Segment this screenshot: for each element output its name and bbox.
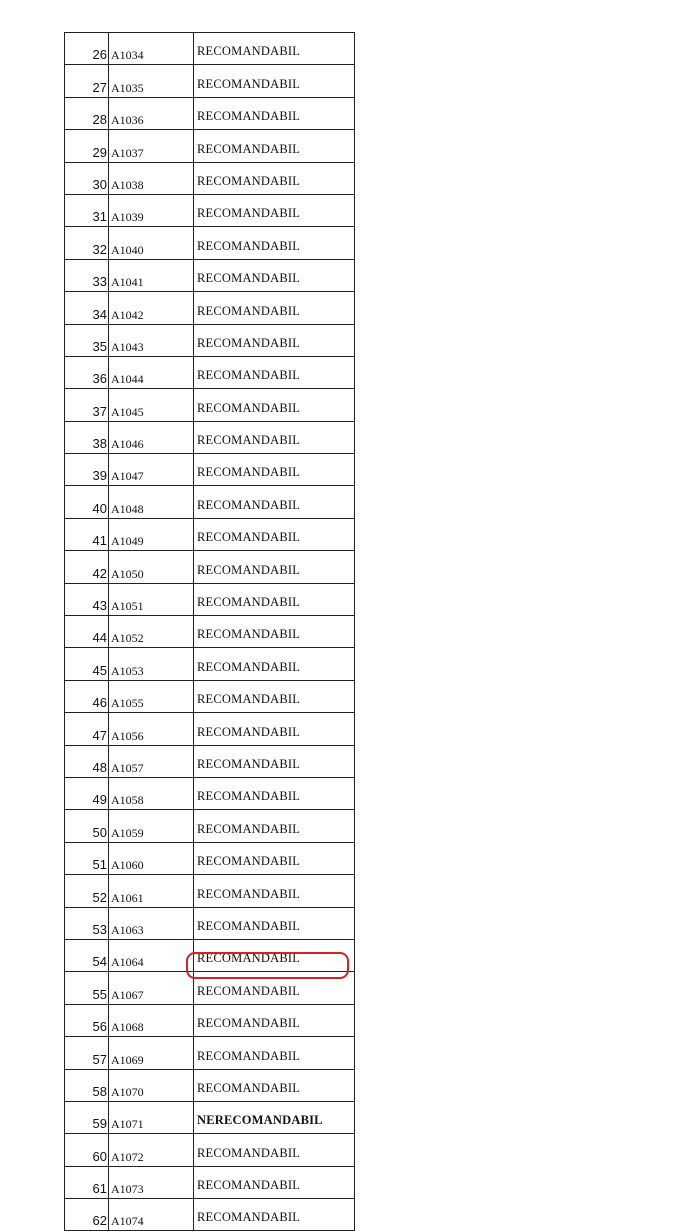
table-row (65, 1037, 355, 1069)
row-code-cell: A1071 (109, 1101, 194, 1133)
table-row (65, 583, 355, 615)
row-number-cell: 49 (65, 777, 109, 809)
table-row (65, 648, 355, 680)
row-code-cell: A1057 (109, 745, 194, 777)
row-number-cell: 53 (65, 907, 109, 939)
row-number-cell: 35 (65, 324, 109, 356)
row-code-cell: A1059 (109, 810, 194, 842)
row-code-cell: A1060 (109, 842, 194, 874)
table-row (65, 389, 355, 421)
row-status-cell: RECOMANDABIL (194, 907, 355, 939)
row-number-cell: 38 (65, 421, 109, 453)
row-status-cell: RECOMANDABIL (194, 777, 355, 809)
table-row (65, 454, 355, 486)
table-row (65, 745, 355, 777)
row-code-cell: A1051 (109, 583, 194, 615)
row-status-cell: RECOMANDABIL (194, 1069, 355, 1101)
row-code-cell: A1042 (109, 292, 194, 324)
row-code-cell: A1048 (109, 486, 194, 518)
row-status-cell: RECOMANDABIL (194, 875, 355, 907)
row-status-cell: RECOMANDABIL (194, 842, 355, 874)
table-row (65, 1134, 355, 1166)
row-code-cell: A1072 (109, 1134, 194, 1166)
row-number-cell: 57 (65, 1037, 109, 1069)
row-status-cell: RECOMANDABIL (194, 583, 355, 615)
row-number-cell: 39 (65, 454, 109, 486)
table-row (65, 518, 355, 550)
row-code-cell: A1041 (109, 259, 194, 291)
row-code-cell: A1068 (109, 1004, 194, 1036)
table-row (65, 1004, 355, 1036)
table-row (65, 421, 355, 453)
table-row (65, 292, 355, 324)
row-code-cell: A1073 (109, 1166, 194, 1198)
row-status-cell: RECOMANDABIL (194, 648, 355, 680)
row-status-cell: RECOMANDABIL (194, 421, 355, 453)
row-number-cell: 58 (65, 1069, 109, 1101)
row-status-cell: RECOMANDABIL (194, 65, 355, 97)
row-code-cell: A1069 (109, 1037, 194, 1069)
row-number-cell: 41 (65, 518, 109, 550)
row-status-cell: RECOMANDABIL (194, 810, 355, 842)
row-number-cell: 47 (65, 713, 109, 745)
row-code-cell: A1050 (109, 551, 194, 583)
row-status-cell: RECOMANDABIL (194, 616, 355, 648)
table-row (65, 616, 355, 648)
row-number-cell: 29 (65, 130, 109, 162)
row-code-cell: A1040 (109, 227, 194, 259)
table-row (65, 842, 355, 874)
row-number-cell: 50 (65, 810, 109, 842)
table-row (65, 130, 355, 162)
row-status-cell: RECOMANDABIL (194, 292, 355, 324)
table-row (65, 227, 355, 259)
table-row (65, 551, 355, 583)
row-status-cell: RECOMANDABIL (194, 130, 355, 162)
highlight-oval (186, 952, 349, 979)
results-table (64, 32, 355, 1231)
row-status-cell: RECOMANDABIL (194, 745, 355, 777)
table-row (65, 194, 355, 226)
row-number-cell: 44 (65, 616, 109, 648)
table-row (65, 356, 355, 388)
row-code-cell: A1036 (109, 97, 194, 129)
row-number-cell: 26 (65, 33, 109, 65)
row-code-cell: A1035 (109, 65, 194, 97)
row-number-cell: 45 (65, 648, 109, 680)
table-row (65, 259, 355, 291)
row-status-cell: RECOMANDABIL (194, 551, 355, 583)
row-number-cell: 30 (65, 162, 109, 194)
row-status-cell: RECOMANDABIL (194, 486, 355, 518)
row-code-cell: A1046 (109, 421, 194, 453)
row-code-cell: A1061 (109, 875, 194, 907)
row-number-cell: 62 (65, 1199, 109, 1231)
table-row (65, 680, 355, 712)
row-number-cell: 32 (65, 227, 109, 259)
row-code-cell: A1045 (109, 389, 194, 421)
row-number-cell: 31 (65, 194, 109, 226)
row-code-cell: A1038 (109, 162, 194, 194)
row-number-cell: 61 (65, 1166, 109, 1198)
row-status-cell: RECOMANDABIL (194, 518, 355, 550)
row-status-cell: RECOMANDABIL (194, 1199, 355, 1231)
table-row (65, 33, 355, 65)
row-number-cell: 55 (65, 972, 109, 1004)
row-number-cell: 33 (65, 259, 109, 291)
row-number-cell: 59 (65, 1101, 109, 1133)
row-status-cell: RECOMANDABIL (194, 1037, 355, 1069)
table-row (65, 1101, 355, 1133)
row-code-cell: A1056 (109, 713, 194, 745)
row-code-cell: A1058 (109, 777, 194, 809)
row-number-cell: 43 (65, 583, 109, 615)
row-status-cell: RECOMANDABIL (194, 680, 355, 712)
row-status-cell: RECOMANDABIL (194, 33, 355, 65)
table-row (65, 65, 355, 97)
table-row (65, 1069, 355, 1101)
row-code-cell: A1064 (109, 939, 194, 971)
row-code-cell: A1055 (109, 680, 194, 712)
row-number-cell: 36 (65, 356, 109, 388)
row-code-cell: A1067 (109, 972, 194, 1004)
row-code-cell: A1043 (109, 324, 194, 356)
row-code-cell: A1044 (109, 356, 194, 388)
table-row (65, 875, 355, 907)
row-status-cell: RECOMANDABIL (194, 713, 355, 745)
row-code-cell: A1052 (109, 616, 194, 648)
row-status-cell: RECOMANDABIL (194, 1004, 355, 1036)
row-number-cell: 52 (65, 875, 109, 907)
row-code-cell: A1049 (109, 518, 194, 550)
row-number-cell: 28 (65, 97, 109, 129)
table-row (65, 713, 355, 745)
row-status-cell: RECOMANDABIL (194, 972, 355, 1004)
row-status-cell: RECOMANDABIL (194, 324, 355, 356)
row-number-cell: 27 (65, 65, 109, 97)
row-code-cell: A1070 (109, 1069, 194, 1101)
row-code-cell: A1039 (109, 194, 194, 226)
results-table-body (65, 33, 355, 1231)
table-row (65, 777, 355, 809)
row-number-cell: 54 (65, 939, 109, 971)
row-code-cell: A1074 (109, 1199, 194, 1231)
table-row (65, 97, 355, 129)
row-code-cell: A1053 (109, 648, 194, 680)
table-row (65, 486, 355, 518)
row-number-cell: 46 (65, 680, 109, 712)
row-status-cell: RECOMANDABIL (194, 227, 355, 259)
table-row (65, 1199, 355, 1231)
row-number-cell: 60 (65, 1134, 109, 1166)
row-number-cell: 37 (65, 389, 109, 421)
row-status-cell: RECOMANDABIL (194, 356, 355, 388)
row-status-cell: RECOMANDABIL (194, 97, 355, 129)
row-status-cell: RECOMANDABIL (194, 259, 355, 291)
row-number-cell: 56 (65, 1004, 109, 1036)
row-number-cell: 48 (65, 745, 109, 777)
row-number-cell: 42 (65, 551, 109, 583)
row-status-cell: RECOMANDABIL (194, 194, 355, 226)
table-row (65, 324, 355, 356)
table-row (65, 1166, 355, 1198)
row-status-cell: NERECOMANDABIL (194, 1101, 355, 1133)
row-number-cell: 34 (65, 292, 109, 324)
table-row (65, 907, 355, 939)
row-number-cell: 51 (65, 842, 109, 874)
row-status-cell: RECOMANDABIL (194, 939, 355, 971)
row-code-cell: A1037 (109, 130, 194, 162)
row-status-cell: RECOMANDABIL (194, 1166, 355, 1198)
row-number-cell: 40 (65, 486, 109, 518)
row-status-cell: RECOMANDABIL (194, 162, 355, 194)
row-status-cell: RECOMANDABIL (194, 454, 355, 486)
table-row (65, 810, 355, 842)
row-status-cell: RECOMANDABIL (194, 1134, 355, 1166)
row-code-cell: A1063 (109, 907, 194, 939)
row-code-cell: A1034 (109, 33, 194, 65)
row-status-cell: RECOMANDABIL (194, 389, 355, 421)
table-row (65, 162, 355, 194)
row-code-cell: A1047 (109, 454, 194, 486)
